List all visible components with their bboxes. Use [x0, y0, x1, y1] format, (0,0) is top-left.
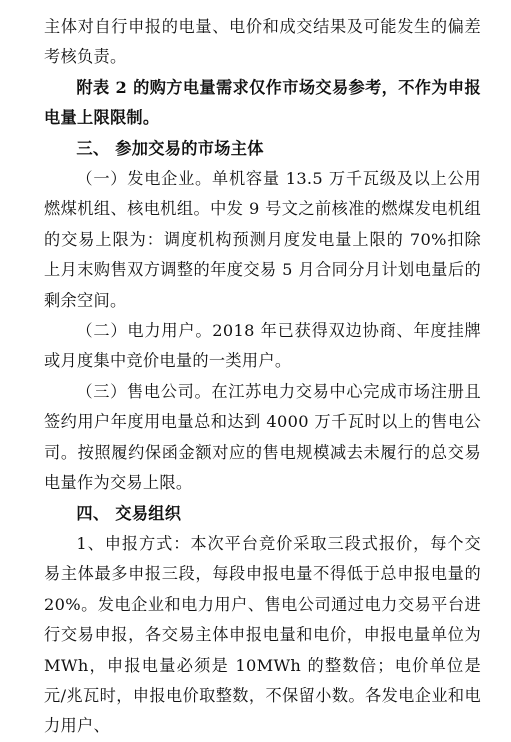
section-heading-trade-organization: 四、 交易组织 [76, 503, 182, 523]
paragraph-power-users: （二）电力用户。2018 年已获得双边协商、年度挂牌或月度集中竞价电量的一类用户。 [44, 321, 481, 371]
section-heading-participants: 三、 参加交易的市场主体 [76, 138, 264, 158]
paragraph-bidding-method: 1、申报方式：本次平台竞价采取三段式报价，每个交易主体最多申报三段，每段申报电量不得低于总申报电量的 20%。发电企业和电力用户、售电公司通过电力交易平台进行交易申报，各交易主体申报电量和电价，申报电量单位为 MWh，申报电量必须是 10MWh 的整数倍；电价单位是元/兆瓦时，申报电价取整数，不保留小数。各发电企业和电力用户、 [44, 533, 481, 736]
paragraph-bold-note: 附表 2 的购方电量需求仅作市场交易参考，不作为申报电量上限限制。 [44, 77, 481, 128]
paragraph-continuation: 主体对自行申报的电量、电价和成交结果及可能发生的偏差考核负责。 [44, 17, 481, 67]
paragraph-retailers: （三）售电公司。在江苏电力交易中心完成市场注册且签约用户年度用电量总和达到 4000 万千瓦时以上的售电公司。按照履约保函金额对应的售电规模减去未履行的总交易电量作为交易上限。 [44, 381, 481, 493]
paragraph-power-generators: （一）发电企业。单机容量 13.5 万千瓦级及以上公用燃煤机组、核电机组。中发 9 号文之前核准的燃煤发电机组的交易上限为：调度机构预测月度发电量上限的 70%扣除上月末购售双方调整的年度交易 5 月合同分月计划电量后的剩余空间。 [44, 169, 481, 310]
